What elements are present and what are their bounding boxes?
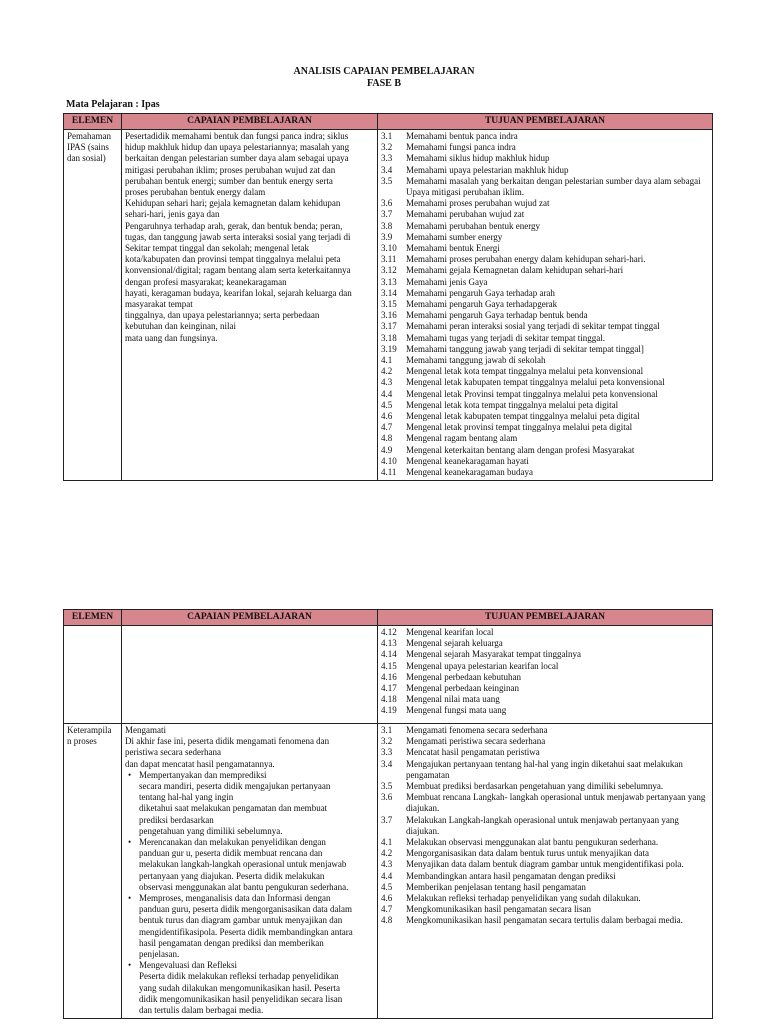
- tujuan-item: [381, 310, 709, 321]
- capaian-line: dan tertulis dalam berbagai media.: [139, 1005, 264, 1016]
- capaian-line: hayati, keragaman budaya, kearifan lokal, sejarah keluarga dan: [125, 287, 352, 298]
- capaian-line: diketahui saat melakukan pengamatan dan membuat: [139, 803, 328, 814]
- tujuan-number: 4.5: [381, 881, 393, 892]
- capaian-line: mitigasi perubahan iklim; proses perubahan wujud zat dan: [125, 164, 336, 175]
- tujuan-text: Membuat rencana Langkah- langkah operasional untuk menjawab pertanyaan yang diajukan.: [406, 792, 706, 814]
- tujuan-text: Memahami upaya pelestarian makhluk hidup: [406, 164, 569, 175]
- tujuan-number: 4.6: [381, 411, 393, 422]
- tujuan-number: 4.2: [381, 848, 393, 859]
- tujuan-item: [381, 736, 709, 747]
- tujuan-number: 3.9: [381, 231, 393, 242]
- tujuan-number: 4.15: [381, 660, 397, 671]
- tujuan-item: [381, 781, 709, 792]
- tujuan-text: Mengamati peristiwa secara sederhana: [406, 736, 546, 747]
- tujuan-text: Melakukan refleksi terhadap penyelidikan yang sudah dilakukan.: [406, 893, 641, 904]
- tujuan-item: [381, 198, 709, 209]
- tujuan-item: [381, 221, 709, 232]
- tujuan-text: Membandingkan antara hasil pengamatan dengan prediksi: [406, 870, 616, 881]
- tujuan-text: Memahami proses perubahan energy dalam kehidupan sehari-hari.: [406, 254, 646, 265]
- tujuan-item: [381, 915, 709, 926]
- tujuan-number: 4.14: [381, 649, 397, 660]
- tujuan-item: [381, 142, 709, 153]
- capaian-line: Sekitar tempat tinggal dan sekolah; mengenal letak: [125, 243, 309, 254]
- tujuan-item: [381, 759, 709, 781]
- capaian-line: hasil pengamatan dengan prediksi dan memberikan: [139, 937, 324, 948]
- capaian-line: masyarakat tempat: [125, 299, 193, 310]
- tujuan-text: Memahami gejala Kemagnetan dalam kehidupan sehari-hari: [406, 265, 624, 276]
- tujuan-item: [381, 848, 709, 859]
- capaian-line: observasi menggunakan alat bantu pengukuran sederhana.: [139, 881, 349, 892]
- tujuan-text: Memahami pengaruh Gaya terhadap arah: [406, 287, 555, 298]
- capaian-line: konvensional/digital; ragam bentang alam serta keterkaitannya: [125, 265, 351, 276]
- capaian-line: pengetahuan yang dimiliki sebelumnya.: [139, 825, 283, 836]
- tujuan-text: Mengenal letak kabupaten tempat tinggalnya melalui peta konvensional: [406, 377, 665, 388]
- tujuan-text: Mengenal nilai mata uang: [406, 694, 500, 705]
- tujuan-item: [381, 288, 709, 299]
- capaian-line: bentuk turus dan diagram gambar untuk menyajikan dan: [139, 915, 343, 926]
- tujuan-text: Mengenal ragam bentang alam: [406, 433, 518, 444]
- tujuan-text: Melakukan observasi menggunakan alat bantu pengukuran sederhana.: [406, 837, 659, 848]
- tujuan-text: Memberikan penjelasan tentang hasil pengamatan: [406, 881, 586, 892]
- tujuan-item: [381, 456, 709, 467]
- table-header-row: [64, 610, 713, 626]
- capaian-line: tentang hal-hal yang ingin: [139, 792, 234, 803]
- tujuan-text: Mengamati fenomena secara sederhana: [406, 725, 548, 735]
- table-row: [64, 130, 713, 481]
- tujuan-number: 4.2: [381, 366, 393, 377]
- tujuan-item: [381, 859, 709, 870]
- capaian-line: mengidentifikasipola. Peserta didik membandingkan antara: [139, 926, 353, 937]
- tujuan-text: Memahami jenis Gaya: [406, 276, 488, 287]
- capaian-line: Pengaruhnya terhadap arah, gerak, dan bentuk benda; peran,: [125, 220, 343, 231]
- tujuan-number: 3.17: [381, 321, 397, 332]
- capaian-line: Kehidupan sehari hari; gejala kemagnetan dalam kehidupan: [125, 198, 341, 209]
- tujuan-item: [381, 422, 709, 433]
- tujuan-item: [381, 747, 709, 758]
- tujuan-item: [381, 131, 709, 142]
- tujuan-item: [381, 649, 709, 660]
- tujuan-item: [381, 333, 709, 344]
- tujuan-text: Memahami pengaruh Gaya terhadap bentuk benda: [406, 310, 588, 321]
- tujuan-text: Memahami bentuk Energi: [406, 243, 500, 254]
- tujuan-number: 4.11: [381, 467, 397, 478]
- tujuan-number: 3.6: [381, 198, 393, 209]
- tujuan-item: [381, 232, 709, 243]
- tujuan-text: Membuat prediksi berdasarkan pengetahuan yang dimiliki sebelumnya.: [406, 781, 664, 792]
- capaian-line: panduan gur u, peserta didik membuat rencana dan: [139, 848, 323, 859]
- tujuan-number: 4.13: [381, 638, 397, 649]
- elemen-line: n proses: [67, 736, 97, 747]
- tujuan-number: 3.7: [381, 814, 393, 825]
- capaian-line: melakukan langkah-langkah operasional untuk menjawab: [139, 859, 347, 870]
- subject-label: Mata Pelajaran : Ipas: [66, 99, 160, 110]
- tujuan-text: Memahami peran interaksi sosial yang terjadi di sekitar tempat tinggal: [406, 321, 660, 332]
- tujuan-number: 4.16: [381, 671, 397, 682]
- capaian-line: prediksi berdasarkan: [139, 814, 214, 825]
- tujuan-item: [381, 400, 709, 411]
- capaian-bullet: • Mempertanyakan dan memprediksi: [125, 770, 374, 781]
- tujuan-number: 4.6: [381, 893, 393, 904]
- tujuan-number: 3.4: [381, 164, 393, 175]
- tujuan-text: Mengenal keanekaragaman hayati: [406, 455, 529, 466]
- tujuan-number: 3.13: [381, 276, 397, 287]
- tujuan-text: Memahami proses perubahan wujud zat: [406, 198, 550, 209]
- tujuan-text: Mengorganisasikan data dalam bentuk turus untuk menyajikan data: [406, 848, 650, 859]
- capaian-cell: [122, 724, 378, 1019]
- tujuan-item: [381, 904, 709, 915]
- tujuan-number: 4.8: [381, 433, 393, 444]
- tujuan-item: [381, 705, 709, 716]
- tujuan-item: [381, 837, 709, 848]
- tujuan-text: Mengenal keanekaragaman budaya: [406, 467, 533, 478]
- capaian-line: sehari-hari, jenis gaya dan: [125, 209, 220, 220]
- capaian-line: proses perubahan bentuk energy dalam: [125, 187, 266, 198]
- document-title-line1: ANALISIS CAPAIAN PEMBELAJARAN: [293, 66, 475, 77]
- tujuan-item: [381, 893, 709, 904]
- tujuan-number: 4.18: [381, 694, 397, 705]
- tujuan-number: 4.10: [381, 455, 397, 466]
- tujuan-text: Mengenal keterkaitan bentang alam dengan profesi Masyarakat: [406, 444, 635, 455]
- tujuan-text: Mengenal fungsi mata uang: [406, 705, 507, 716]
- tujuan-cell: [378, 626, 713, 724]
- capaian-line: penjelasan.: [139, 949, 180, 960]
- capaian-cell: [122, 626, 378, 724]
- tujuan-text: Mengenal kearifan local: [406, 627, 494, 637]
- tujuan-item: [381, 411, 709, 422]
- tujuan-item: [381, 254, 709, 265]
- tujuan-item: [381, 176, 709, 198]
- tujuan-number: 3.1: [381, 725, 393, 735]
- tujuan-number: 4.5: [381, 399, 393, 410]
- capaian-line: didik mengomunikasikan hasil penyelidikan secara lisan: [139, 993, 343, 1004]
- capaian-line: Di akhir fase ini, peserta didik mengamati fenomena dan: [125, 736, 330, 747]
- capaian-line: peristiwa secara sederhana: [125, 747, 221, 758]
- tujuan-text: Mengenal letak Provinsi tempat tinggalnya melalui peta konvensional: [406, 388, 658, 399]
- tujuan-number: 3.6: [381, 792, 393, 803]
- tujuan-number: 3.10: [381, 243, 397, 254]
- tujuan-number: 4.8: [381, 915, 393, 926]
- tujuan-item: [381, 344, 709, 355]
- tujuan-text: Memahami tanggung jawab yang terjadi di sekitar tempat tinggal]: [406, 343, 644, 354]
- tujuan-item: [381, 725, 709, 736]
- header-elemen: ELEMEN: [64, 114, 122, 130]
- document-title: [0, 66, 768, 90]
- tujuan-number: 3.3: [381, 153, 393, 164]
- cp-table-1: [63, 113, 713, 481]
- tujuan-number: 4.4: [381, 870, 393, 881]
- tujuan-item: [381, 153, 709, 164]
- tujuan-number: 4.19: [381, 705, 397, 716]
- tujuan-text: Memahami tanggung jawab di sekolah: [406, 355, 546, 366]
- tujuan-item: [381, 355, 709, 366]
- tujuan-text: Mengenal sejarah keluarga: [406, 638, 503, 649]
- tujuan-cell: [378, 130, 713, 481]
- tujuan-number: 3.5: [381, 175, 393, 186]
- tujuan-text: Memahami siklus hidup makhluk hidup: [406, 153, 550, 164]
- tujuan-number: 3.3: [381, 747, 393, 758]
- tujuan-text: Mencatat hasil pengamatan peristiwa: [406, 747, 540, 758]
- tujuan-text: Memahami perubahan bentuk energy: [406, 220, 541, 231]
- capaian-line: yang sudah dilakukan mengomunikasikan hasil. Peserta: [139, 982, 340, 993]
- tujuan-text: Melakukan Langkah-langkah operasional untuk menjawab pertanyaan yang diajukan.: [406, 814, 679, 836]
- capaian-line: mata uang dan fungsinya.: [125, 332, 218, 343]
- tujuan-number: 4.3: [381, 859, 393, 870]
- table-header-row: [64, 114, 713, 130]
- tujuan-item: [381, 683, 709, 694]
- tujuan-item: [381, 882, 709, 893]
- tujuan-item: [381, 265, 709, 276]
- tujuan-number: 3.11: [381, 254, 397, 265]
- tujuan-item: [381, 638, 709, 649]
- tujuan-text: Mengenal upaya pelestarian kearifan local: [406, 660, 559, 671]
- tujuan-item: [381, 243, 709, 254]
- tujuan-text: Memahami masalah yang berkaitan dengan pelestarian sumber daya alam sebagai Upaya mitigasi perubahan iklim.: [406, 175, 701, 198]
- header-tujuan: TUJUAN PEMBELAJARAN: [378, 610, 713, 626]
- elemen-cell: [64, 724, 122, 1019]
- capaian-line: perubahan bentuk energi; sumber dan bentuk energy serta: [125, 175, 333, 186]
- tujuan-number: 3.7: [381, 209, 393, 220]
- tujuan-text: Mengenal letak kota tempat tinggalnya melalui peta konvensional: [406, 366, 644, 377]
- header-capaian: CAPAIAN PEMBELAJARAN: [122, 114, 378, 130]
- tujuan-number: 3.14: [381, 287, 397, 298]
- tujuan-item: [381, 165, 709, 176]
- tujuan-number: 3.8: [381, 220, 393, 231]
- tujuan-item: [381, 792, 709, 814]
- tujuan-number: 3.2: [381, 736, 393, 747]
- table-row: [64, 626, 713, 724]
- capaian-line: berkaitan dengan pelestarian sumber daya alam sebagai upaya: [125, 153, 349, 164]
- tujuan-text: Mengenal sejarah Masyarakat tempat tinggalnya: [406, 649, 581, 660]
- tujuan-item: [381, 815, 709, 837]
- capaian-line: tugas, dan tanggung jawab serta interaksi sosial yang terjadi di: [125, 231, 351, 242]
- tujuan-number: 4.1: [381, 355, 393, 366]
- capaian-line: Peserta didik melakukan refleksi terhadap penyelidikan: [139, 971, 339, 982]
- tujuan-number: 3.16: [381, 310, 397, 321]
- tujuan-text: Memahami sumber energy: [406, 231, 503, 242]
- tujuan-item: [381, 627, 709, 638]
- tujuan-item: [381, 366, 709, 377]
- tujuan-number: 3.19: [381, 343, 397, 354]
- capaian-bullet: • Merencanakan dan melakukan penyelidikan dengan: [125, 837, 374, 848]
- tujuan-text: Mengkomunikasikan hasil pengamatan secara tertulis dalam berbagai media.: [406, 915, 683, 926]
- tujuan-number: 3.4: [381, 758, 393, 769]
- tujuan-item: [381, 445, 709, 456]
- capaian-line: pertanyaan yang diajukan. Peserta didik melakukan: [139, 870, 325, 881]
- tujuan-number: 4.1: [381, 837, 393, 848]
- tujuan-list: [381, 131, 709, 478]
- tujuan-text: Memahami tugas yang terjadi di sekitar tempat tinggal.: [406, 332, 605, 343]
- capaian-line: tinggalnya, dan upaya pelestariannya; serta perbedaan: [125, 310, 320, 321]
- tujuan-number: 4.12: [381, 627, 397, 637]
- tujuan-number: 3.2: [381, 142, 393, 153]
- header-elemen: ELEMEN: [64, 610, 122, 626]
- header-tujuan: TUJUAN PEMBELAJARAN: [378, 114, 713, 130]
- capaian-line: dengan profesi masyarakat; keanekaragaman: [125, 276, 287, 287]
- elemen-cell: Pemahaman IPAS (sains dan sosial): [64, 130, 122, 481]
- capaian-line: secara mandiri, peserta didik mengajukan pertanyaan: [139, 781, 331, 792]
- tujuan-item: [381, 433, 709, 444]
- tujuan-item: [381, 467, 709, 478]
- capaian-line: panduan guru, peserta didik mengorganisasikan data dalam: [139, 904, 353, 915]
- tujuan-number: 3.15: [381, 299, 397, 310]
- tujuan-text: Memahami bentuk panca indra: [406, 131, 518, 141]
- tujuan-text: Mengajukan pertanyaan tentang hal-hal yang ingin diketahui saat melakukan pengamatan: [406, 758, 683, 780]
- elemen-line: Keterampila: [67, 725, 112, 735]
- tujuan-item: [381, 299, 709, 310]
- tujuan-number: 4.3: [381, 377, 393, 388]
- tujuan-item: [381, 209, 709, 220]
- document-title-line2: FASE B: [367, 78, 401, 89]
- capaian-cell: [122, 130, 378, 481]
- capaian-bullet: • Mengevaluasi dan Refleksi: [125, 960, 374, 971]
- tujuan-item: [381, 321, 709, 332]
- capaian-line: kota/kabupaten dan provinsi tempat tinggalnya melalui peta: [125, 254, 341, 265]
- tujuan-item: [381, 377, 709, 388]
- capaian-line: dan dapat mencatat hasil pengamatannya.: [125, 758, 275, 769]
- tujuan-text: Mengenal letak provinsi tempat tinggalnya melalui peta digital: [406, 422, 633, 433]
- tujuan-text: Mengenal letak kabupaten tempat tinggalnya melalui peta digital: [406, 411, 640, 422]
- tujuan-number: 3.18: [381, 332, 397, 343]
- elemen-cell: [64, 626, 122, 724]
- tujuan-number: 4.4: [381, 388, 393, 399]
- tujuan-text: Mengkomunikasikan hasil pengamatan secara lisan: [406, 904, 591, 915]
- tujuan-number: 3.12: [381, 265, 397, 276]
- tujuan-list: [381, 627, 709, 717]
- header-capaian: CAPAIAN PEMBELAJARAN: [122, 610, 378, 626]
- tujuan-text: Mengenal letak kota tempat tinggalnya melalui peta digital: [406, 399, 619, 410]
- tujuan-text: Mengenal perbedaan kebutuhan: [406, 671, 521, 682]
- tujuan-item: [381, 694, 709, 705]
- tujuan-item: [381, 871, 709, 882]
- capaian-line: kebutuhan dan keinginan, nilai: [125, 321, 236, 332]
- tujuan-text: Menyajikan data dalam bentuk diagram gambar untuk mengidentifikasi pola.: [406, 859, 684, 870]
- tujuan-text: Memahami pengaruh Gaya terhadapgerak: [406, 299, 558, 310]
- tujuan-item: [381, 389, 709, 400]
- tujuan-list: [381, 725, 709, 927]
- tujuan-number: 4.7: [381, 422, 393, 433]
- capaian-line: hidup makhluk hidup dan upaya pelestariannya; masalah yang: [125, 142, 350, 153]
- tujuan-cell: [378, 724, 713, 1019]
- tujuan-number: 4.9: [381, 444, 393, 455]
- capaian-line: Mengamati: [125, 725, 166, 735]
- tujuan-item: [381, 661, 709, 672]
- tujuan-number: 3.1: [381, 131, 393, 141]
- tujuan-item: [381, 672, 709, 683]
- capaian-line: Pesertadidik memahami bentuk dan fungsi panca indra; siklus: [125, 131, 349, 141]
- tujuan-number: 4.17: [381, 683, 397, 694]
- tujuan-item: [381, 277, 709, 288]
- tujuan-number: 4.7: [381, 904, 393, 915]
- tujuan-number: 3.5: [381, 781, 393, 792]
- capaian-bullet: • Memproses, menganalisis data dan Informasi dengan: [125, 893, 374, 904]
- tujuan-text: Memahami fungsi panca indra: [406, 142, 516, 153]
- tujuan-text: Mengenal perbedaan keinginan: [406, 683, 519, 694]
- table-row: [64, 724, 713, 1019]
- cp-table-2: [63, 609, 713, 1019]
- tujuan-text: Memahami perubahan wujud zat: [406, 209, 525, 220]
